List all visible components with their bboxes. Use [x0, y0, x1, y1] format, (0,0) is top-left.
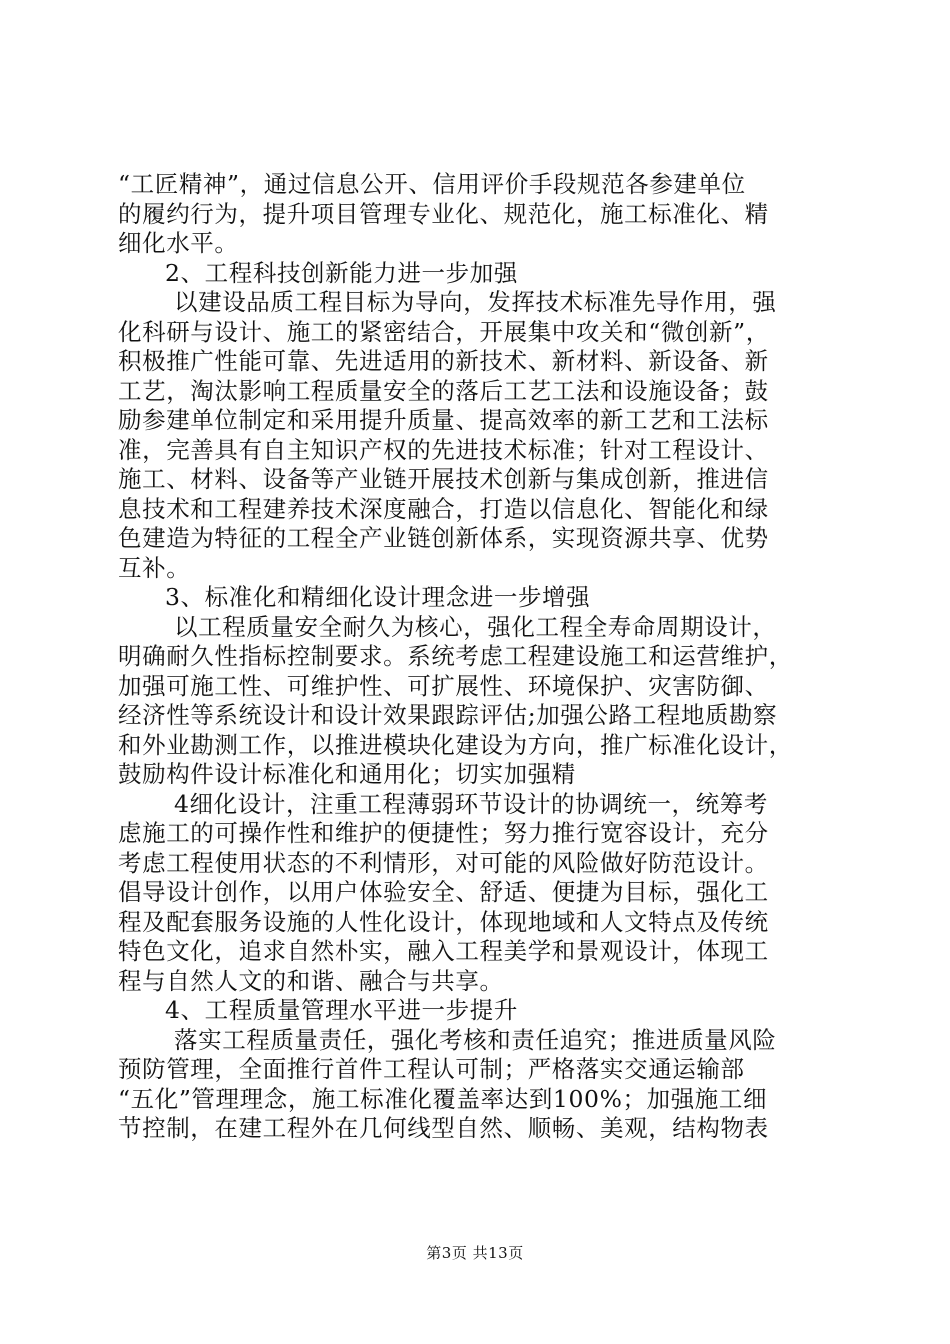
text-line: 明确耐久性指标控制要求。系统考虑工程建设施工和运营维护，: [118, 642, 793, 670]
text-line: “工匠精神”，通过信息公开、信用评价手段规范各参建单位: [118, 170, 746, 198]
text-line: 加强可施工性、可维护性、可扩展性、环境保护、灾害防御、: [118, 671, 769, 700]
page-number-footer: 第3页 共13页: [426, 1244, 524, 1262]
text-line: 程与自然人文的和谐、融合与共享。: [118, 966, 504, 995]
text-line: 色建造为特征的工程全产业链创新体系，实现资源共享、优势: [118, 524, 769, 552]
text-line: 节控制，在建工程外在几何线型自然、顺畅、美观，结构物表: [118, 1114, 769, 1142]
section-heading: 2、工程科技创新能力进一步加强: [165, 258, 518, 287]
text-line: “五化”管理理念，施工标准化覆盖率达到100%；加强施工细: [118, 1084, 768, 1113]
text-line: 虑施工的可操作性和维护的便捷性；努力推行宽容设计，充分: [118, 819, 769, 847]
text-line: 细化水平。: [118, 229, 239, 257]
section-heading: 3、标准化和精细化设计理念进一步增强: [165, 583, 591, 611]
text-line: 倡导设计创作，以用户体验安全、舒适、便捷为目标，强化工: [118, 878, 769, 906]
text-line: 经济性等系统设计和设计效果跟踪评估;加强公路工程地质勘察: [118, 701, 778, 729]
text-line: 程及配套服务设施的人性化设计，体现地域和人文特点及传统: [118, 907, 769, 936]
paragraph-first-line: 落实工程质量责任，强化考核和责任追究；推进质量风险: [174, 1025, 777, 1054]
paragraph-first-line: 4细化设计，注重工程薄弱环节设计的协调统一，统筹考: [174, 789, 768, 818]
document-body: [118, 170, 838, 1144]
paragraph-first-line: 以工程质量安全耐久为核心，强化工程全寿命周期设计，: [174, 612, 777, 641]
text-line: 积极推广性能可靠、先进适用的新技术、新材料、新设备、新: [118, 347, 769, 375]
text-line: 准，完善具有自主知识产权的先进技术标准；针对工程设计、: [118, 435, 769, 464]
text-line: 考虑工程使用状态的不利情形，对可能的风险做好防范设计。: [118, 848, 769, 877]
text-line: 息技术和工程建养技术深度融合，打造以信息化、智能化和绿: [118, 494, 769, 523]
text-line: 预防管理，全面推行首件工程认可制；严格落实交通运输部: [118, 1055, 745, 1083]
text-line: 和外业勘测工作，以推进模块化建设为方向，推广标准化设计，: [118, 730, 793, 759]
text-line: 励参建单位制定和采用提升质量、提高效率的新工艺和工法标: [118, 406, 769, 434]
paragraph-first-line: 以建设品质工程目标为导向，发挥技术标准先导作用，强: [174, 288, 777, 316]
text-line: 互补。: [118, 553, 191, 582]
text-line: 的履约行为，提升项目管理专业化、规范化，施工标准化、精: [118, 199, 769, 228]
text-line: 特色文化，追求自然朴实，融入工程美学和景观设计，体现工: [118, 937, 769, 965]
text-line: 鼓励构件设计标准化和通用化；切实加强精: [118, 760, 576, 788]
text-line: 工艺，淘汰影响工程质量安全的落后工艺工法和设施设备；鼓: [118, 376, 769, 405]
section-heading: 4、工程质量管理水平进一步提升: [165, 996, 518, 1024]
text-line: 化科研与设计、施工的紧密结合，开展集中攻关和“微创新”，: [118, 317, 770, 346]
text-line: 施工、材料、设备等产业链开展技术创新与集成创新，推进信: [118, 465, 769, 493]
